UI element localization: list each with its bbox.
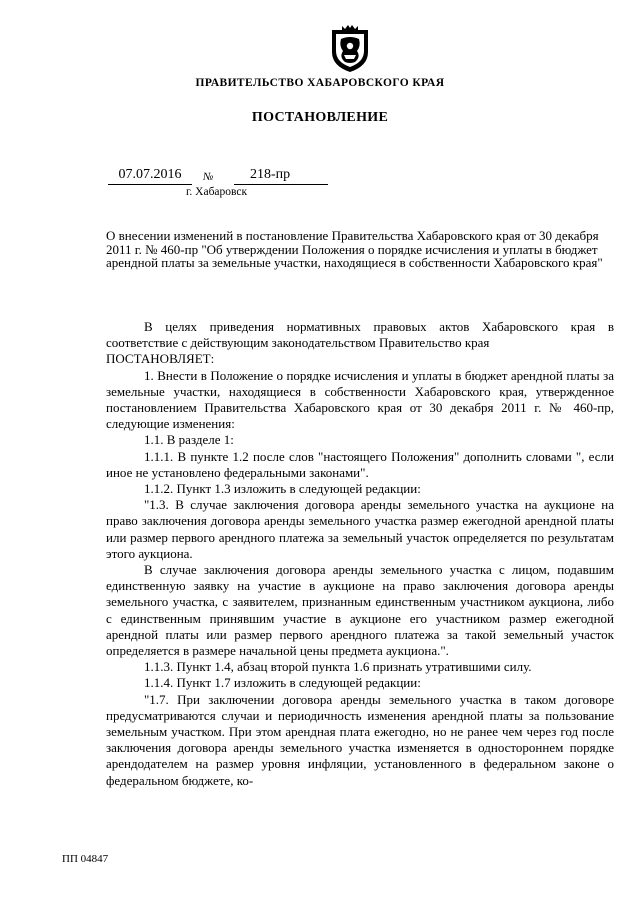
body-paragraph: 1.1.3. Пункт 1.4, абзац второй пункта 1.6 признать утратившими силу. <box>144 659 532 675</box>
body-paragraph: "1.7. При заключении договора аренды земельного участка в таком договоре предусматриваются случаи и периодичность изменения арендной платы за пользование земельным участком. При этом арендная плата ежегодно, но не ранее чем через год после заключения договора аренды земельного участка изменяется в одностороннем порядке арендодателем на размер уровня инфляции, установленного в федеральном законе о федеральном бюджете, ко- <box>106 691 614 788</box>
body-paragraph: "1.3. В случае заключения договора аренды земельного участка на аукционе на право заключения договора аренды земельного участка размер ежегодной арендной платы или размер первого арендного платежа за земельный участок определяется по результатам этого аукциона. <box>106 497 614 561</box>
body-paragraph: 1.1.2. Пункт 1.3 изложить в следующей редакции: <box>144 481 421 497</box>
organization-name: ПРАВИТЕЛЬСТВО ХАБАРОВСКОГО КРАЯ <box>195 77 445 89</box>
document-type: ПОСТАНОВЛЕНИЕ <box>251 110 389 125</box>
body-paragraph: 1.1.4. Пункт 1.7 изложить в следующей редакции: <box>144 675 421 691</box>
body-paragraph: В целях приведения нормативных правовых актов Хабаровского края в соответствие с действующим законодательством Правительство края <box>106 319 614 351</box>
document-number-field <box>234 166 328 185</box>
body-paragraph: В случае заключения договора аренды земельного участка с лицом, подавшим единственную заявку на участие в аукционе на право заключения договора аренды земельного участка, с заявителем, признанным единственным участником аукциона, либо с единственным принявшим участие в аукционе его участником размер ежегодной арендной платы или размер первого арендного платежа за такой земельный участок определяется в размере начальной цены предмета аукциона.". <box>106 562 614 659</box>
body-paragraph: 1. Внести в Положение о порядке исчисления и уплаты в бюджет арендной платы за земельные участки, находящиеся в собственности Хабаровского края, утвержденное постановлением Правительства Хабаровского края от 30 декабря 2011 г. № 460-пр, следующие изменения: <box>106 367 614 432</box>
footer-code: ПП 04847 <box>62 853 109 865</box>
document-number: 218-пр <box>250 167 291 182</box>
body-paragraph-resolution: ПОСТАНОВЛЯЕТ: <box>106 351 215 367</box>
document-date: 07.07.2016 <box>108 166 192 185</box>
document-subject: О внесении изменений в постановление Правительства Хабаровского края от 30 декабря 2011 г. № 460-пр "Об утверждении Положения о порядке исчисления и уплаты в бюджет арендной платы за земельные участки, находящиеся в собственности Хабаровского края" <box>106 228 603 271</box>
coat-of-arms-icon <box>328 24 372 74</box>
number-sign: № <box>203 171 214 183</box>
body-paragraph: 1.1. В разделе 1: <box>144 432 234 448</box>
body-paragraph: 1.1.1. В пункте 1.2 после слов "настоящего Положения" дополнить словами ", если иное не установлено федеральными законами". <box>106 448 614 480</box>
document-body <box>106 319 614 789</box>
document-city: г. Хабаровск <box>186 186 248 198</box>
